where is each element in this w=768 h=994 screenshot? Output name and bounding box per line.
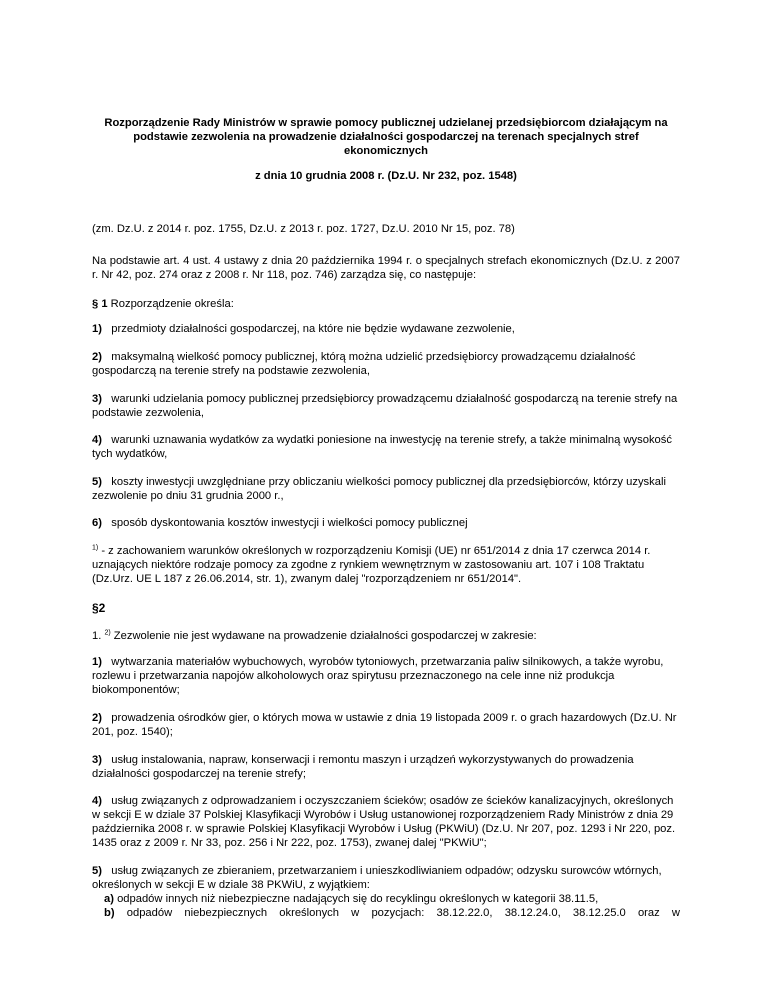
par2-label: §2 bbox=[92, 601, 106, 615]
par1-item-6 bbox=[92, 516, 680, 530]
par2-intro-text: Zezwolenie nie jest wydawane na prowadzenie działalności gospodarczej w zakresie: bbox=[110, 630, 537, 642]
item-number: 1) bbox=[92, 323, 102, 335]
item-number: 3) bbox=[92, 393, 102, 405]
subitem-letter: a) bbox=[104, 893, 114, 905]
date-line: z dnia 10 grudnia 2008 r. (Dz.U. Nr 232, poz. 1548) bbox=[255, 170, 517, 182]
item-text: warunki udzielania pomocy publicznej przedsiębiorcy prowadzącemu działalność gospodarczą na terenie strefy na podstawie zezwolenia, bbox=[92, 393, 678, 419]
par1-intro-text: Rozporządzenie określa: bbox=[110, 298, 234, 310]
item-text: warunki uznawania wydatków za wydatki poniesione na inwestycję na terenie strefy, a także minimalną wysokość tych wydatków, bbox=[92, 434, 672, 460]
subitem-text: odpadów niebezpiecznych określonych w pozycjach: 38.12.22.0, 38.12.24.0, 38.12.25.0 oraz w bbox=[126, 907, 680, 919]
par2-item-3 bbox=[92, 753, 680, 781]
par1-intro bbox=[92, 297, 680, 311]
item-text: koszty inwestycji uwzględniane przy obliczaniu wielkości pomocy publicznej dla przedsiębiorców, którzy uzyskali zezwolenie po dniu 31 grudnia 2000 r., bbox=[92, 476, 666, 502]
par1-label: § 1 bbox=[92, 298, 108, 310]
footnote-mark: 1) bbox=[92, 544, 99, 552]
item-number: 4) bbox=[92, 795, 102, 807]
par2-item-5 bbox=[92, 864, 680, 892]
subitem-letter: b) bbox=[104, 907, 115, 919]
item-number: 2) bbox=[92, 351, 102, 363]
footnote-text: - z zachowaniem warunków określonych w rozporządzeniu Komisji (UE) nr 651/2014 z dnia 17 czerwca 2014 r. uznających niektóre rodzaje pomocy za zgodne z rynkiem wewnętrznym w zastosowaniu art. 107 i 108 Traktatu (Dz.Urz. UE L 187 z 26.06.2014, str. 1), zwanym dalej "rozporządzeniem nr 651/2014". bbox=[92, 545, 651, 585]
item-number: 6) bbox=[92, 517, 102, 529]
preamble: Na podstawie art. 4 ust. 4 ustawy z dnia 20 października 1994 r. o specjalnych strefach ekonomicznych (Dz.U. z 2007 r. Nr 42, poz. 274 oraz z 2008 r. Nr 118, poz. 746) zarządza się, co następuje: bbox=[92, 255, 680, 281]
par2-item-2 bbox=[92, 711, 680, 739]
subitem-text: odpadów innych niż niebezpieczne nadających się do recyklingu określonych w kategorii 38.11.5, bbox=[117, 893, 599, 905]
par1-item-4 bbox=[92, 433, 680, 461]
par2-item-1 bbox=[92, 655, 680, 697]
par1-item-1 bbox=[92, 322, 680, 336]
item-number: 5) bbox=[92, 476, 102, 488]
item-text: usług związanych ze zbieraniem, przetwarzaniem i unieszkodliwianiem odpadów; odzysku surowców wtórnych, określonych w sekcji E w dziale 38 PKWiU, z wyjątkiem: bbox=[92, 865, 662, 891]
footnote-1 bbox=[92, 544, 680, 586]
par2-intro bbox=[92, 629, 680, 643]
item-text: sposób dyskontowania kosztów inwestycji i wielkości pomocy publicznej bbox=[111, 517, 468, 529]
par2-subitem-b bbox=[92, 906, 680, 920]
footnote-mark: 2) bbox=[104, 629, 111, 637]
par2-subitem-a bbox=[92, 892, 692, 906]
item-number: 4) bbox=[92, 434, 102, 446]
par1-item-2 bbox=[92, 350, 680, 378]
par2-number: 1. bbox=[92, 630, 102, 642]
item-text: usług instalowania, napraw, konserwacji i remontu maszyn i urządzeń wykorzystywanych do prowadzenia działalności gospodarczej na terenie strefy; bbox=[92, 754, 634, 780]
par1-item-5 bbox=[92, 475, 680, 503]
amendments-note: (zm. Dz.U. z 2014 r. poz. 1755, Dz.U. z 2013 r. poz. 1727, Dz.U. 2010 Nr 15, poz. 78) bbox=[92, 223, 515, 235]
item-number: 2) bbox=[92, 712, 102, 724]
item-text: przedmioty działalności gospodarczej, na które nie będzie wydawane zezwolenie, bbox=[111, 323, 515, 335]
par1-item-3 bbox=[92, 392, 680, 420]
item-text: prowadzenia ośrodków gier, o których mowa w ustawie z dnia 19 listopada 2009 r. o grach hazardowych (Dz.U. Nr 201, poz. 1540); bbox=[92, 712, 677, 738]
par2-item-4 bbox=[92, 794, 680, 850]
item-text: usług związanych z odprowadzaniem i oczyszczaniem ścieków; osadów ze ścieków kanalizacyjnych, określonych w sekcji E w dziale 37 Polskiej Klasyfikacji Wyrobów i Usług ustanowionej rozporządzeniem Rady Ministrów z dnia 29 października 2008 r. w sprawie Polskiej Klasyfikacji Wyrobów i Usług (PKWiU) (Dz.U. Nr 207, poz. 1293 i Nr 220, poz. 1435 oraz z 2009 r. Nr 33, poz. 256 i Nr 222, poz. 1753), zwanej dalej "PKWiU"; bbox=[92, 795, 676, 849]
item-text: wytwarzania materiałów wybuchowych, wyrobów tytoniowych, przetwarzania paliw silnikowych, a także wyrobu, rozlewu i przetwarzania napojów alkoholowych oraz spirytusu przeznaczonego na cele inne niż produkcja biokomponentów; bbox=[92, 656, 664, 696]
item-number: 5) bbox=[92, 865, 102, 877]
item-number: 1) bbox=[92, 656, 102, 668]
document-title: Rozporządzenie Rady Ministrów w sprawie pomocy publicznej udzielanej przedsiębiorcom działającym na podstawie zezwolenia na prowadzenie działalności gospodarczej na terenach specjalnych stref ekonomicznych bbox=[104, 117, 668, 157]
item-text: maksymalną wielkość pomocy publicznej, którą można udzielić przedsiębiorcy prowadzącemu działalność gospodarczą na terenie strefy na podstawie zezwolenia, bbox=[92, 351, 636, 377]
item-number: 3) bbox=[92, 754, 102, 766]
